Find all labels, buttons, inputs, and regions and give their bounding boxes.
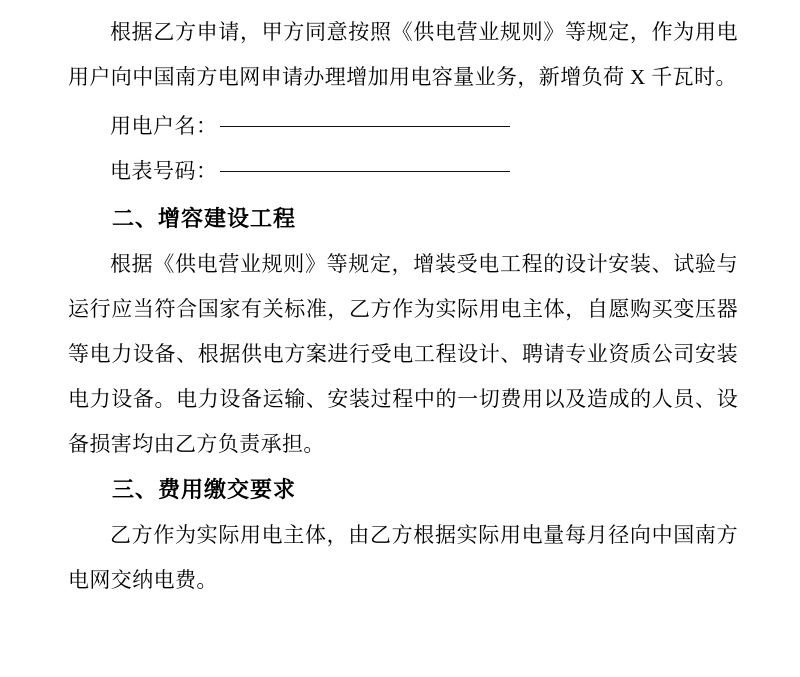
heading-capacity-expansion-project: 二、增容建设工程: [112, 206, 297, 231]
field-account-name: [68, 104, 738, 149]
paragraph-project-requirements: 根据《供电营业规则》等规定，增装受电工程的设计安装、试验与运行应当符合国家有关标准，乙方作为实际用电主体，自愿购买变压器等电力设备、根据供电方案进行受电工程设计、聘请专业资质公司安装电力设备。电力设备运输、安装过程中的一切费用以及造成的人员、设备损害均由乙方负责承担。: [68, 252, 738, 456]
field-meter-number: [68, 149, 738, 194]
field-meter-number-input[interactable]: [220, 171, 510, 172]
paragraph-payment-details: 乙方作为实际用电主体，由乙方根据实际用电量每月径向中国南方电网交纳电费。: [68, 523, 738, 592]
field-account-name-input[interactable]: [220, 126, 510, 127]
paragraph-application-basis: 根据乙方申请，甲方同意按照《供电营业规则》等规定，作为用电用户向中国南方电网申请办理增加用电容量业务，新增负荷 X 千瓦时。: [68, 20, 738, 89]
heading-payment-requirements: 三、费用缴交要求: [112, 477, 297, 502]
field-account-name-label: 用电户名：: [110, 114, 218, 138]
field-meter-number-label: 电表号码：: [110, 159, 218, 183]
